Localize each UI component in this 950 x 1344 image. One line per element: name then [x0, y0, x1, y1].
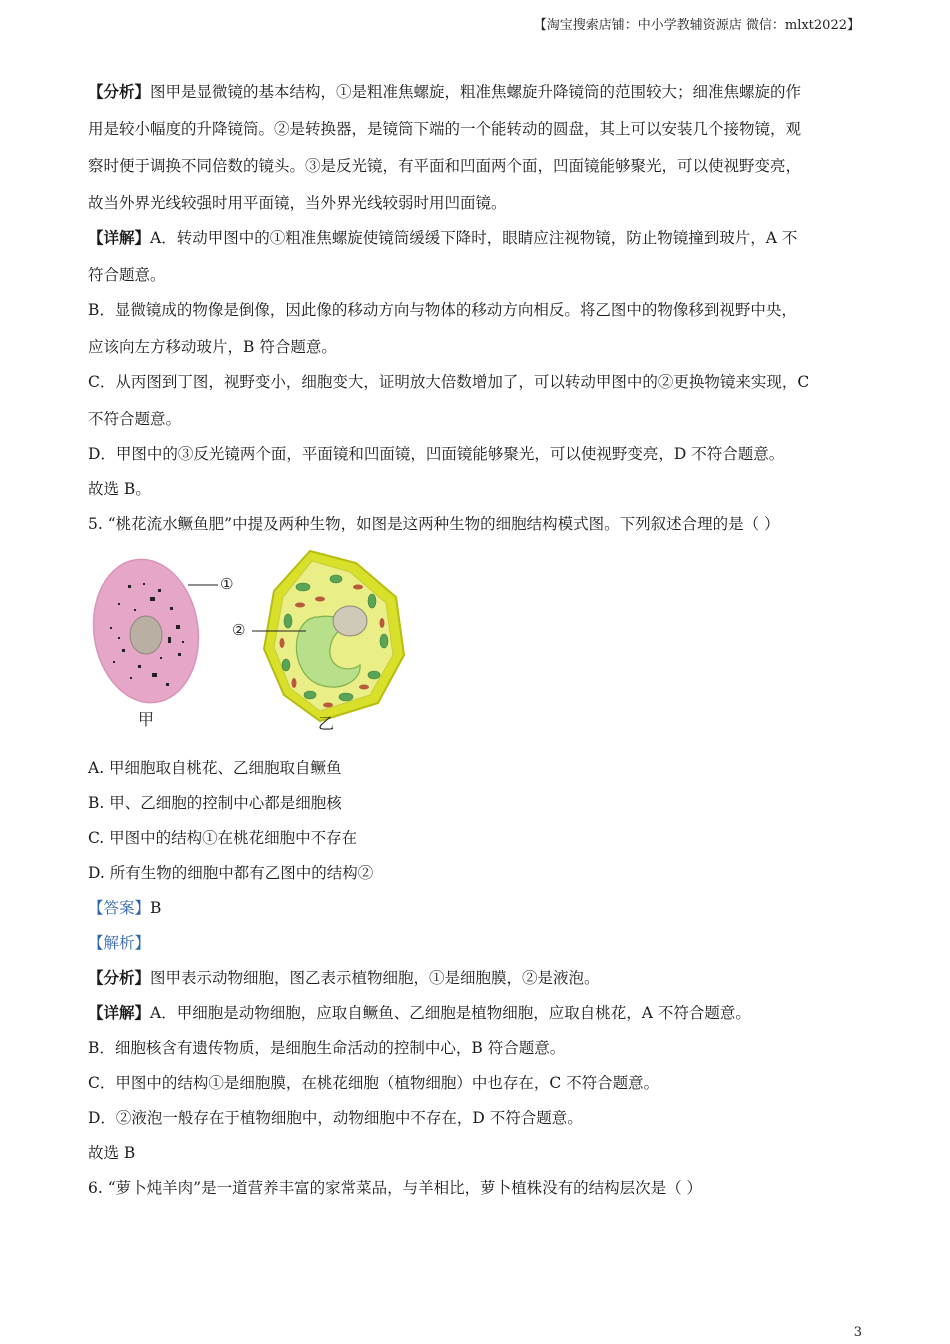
marker-1: ①	[220, 575, 234, 593]
q4-analysis-text-1: 图甲是显微镜的基本结构，①是粗准焦螺旋，粗准焦螺旋升降镜筒的范围较大；细准焦螺旋的作	[150, 83, 802, 101]
q5-analysis	[88, 968, 868, 988]
q4-detail-d: D．甲图中的③反光镜两个面，平面镜和凹面镜，凹面镜能够聚光，可以使视野变亮，D 不符合题意。	[88, 445, 785, 463]
q5-analysis-tag: 【分析】	[88, 968, 151, 987]
q4-detail-a-text: A．转动甲图中的①粗准焦螺旋使镜筒缓缓下降时，眼睛应注视物镜，防止物镜撞到玻片，A 不	[150, 229, 798, 247]
q5-answer-tag: 【答案】	[88, 899, 151, 917]
q5-conclusion: 故选 B	[88, 1144, 136, 1162]
q5-explain-tag: 【解析】	[88, 934, 151, 952]
q5-answer	[88, 898, 868, 918]
q4-detail-b-line-2: 应该向左方移动玻片，B 符合题意。	[88, 338, 337, 356]
q4-detail-tag: 【详解】	[88, 228, 151, 247]
q4-conclusion: 故选 B。	[88, 480, 151, 498]
animal-nucleus	[130, 616, 162, 654]
q5-detail-a-text: A．甲细胞是动物细胞，应取自鳜鱼、乙细胞是植物细胞，应取自桃花，A 不符合题意。	[150, 1004, 751, 1022]
q5-option-a: A. 甲细胞取自桃花、乙细胞取自鳜鱼	[88, 759, 342, 777]
q4-analysis-tag: 【分析】	[88, 82, 151, 101]
q4-detail-c-line-1: C．从丙图到丁图，视野变小，细胞变大，证明放大倍数增加了，可以转动甲图中的②更换物镜来实现，C	[88, 373, 810, 391]
animal-cell	[88, 552, 208, 709]
q5-detail-d: D．②液泡一般存在于植物细胞中，动物细胞中不存在，D 不符合题意。	[88, 1109, 583, 1127]
cell-structure-figure	[88, 545, 418, 735]
q6-question: 6. “萝卜炖羊肉”是一道营养丰富的家常菜品，与羊相比，萝卜植株没有的结构层次是（ ）	[88, 1179, 702, 1197]
q5-detail-tag: 【详解】	[88, 1003, 151, 1022]
q5-question: 5. “桃花流水鳜鱼肥”中提及两种生物，如图是这两种生物的细胞结构模式图。下列叙述合理的是（ ）	[88, 515, 780, 533]
marker-2: ②	[232, 621, 246, 639]
q5-answer-value: B	[150, 899, 162, 917]
q4-analysis-line-1	[88, 82, 868, 102]
page-header: 【淘宝搜索店铺：中小学教辅资源店 微信：mlxt2022】	[533, 18, 860, 33]
q5-option-d: D. 所有生物的细胞中都有乙图中的结构②	[88, 864, 374, 882]
q4-analysis-line-4: 故当外界光线较强时用平面镜，当外界光线较弱时用凹面镜。	[88, 194, 507, 212]
q5-detail-b: B．细胞核含有遗传物质，是细胞生命活动的控制中心，B 符合题意。	[88, 1039, 566, 1057]
q4-detail-a-line-2: 符合题意。	[88, 266, 166, 284]
q5-option-b: B. 甲、乙细胞的控制中心都是细胞核	[88, 794, 342, 812]
q5-option-c: C. 甲图中的结构①在桃花细胞中不存在	[88, 829, 358, 847]
q4-detail-b-line-1: B．显微镜成的物像是倒像，因此像的移动方向与物体的移动方向相反。将乙图中的物像移到视野中央，	[88, 301, 797, 319]
q4-detail-c-line-2: 不符合题意。	[88, 410, 182, 428]
q4-detail-a-line-1	[88, 228, 868, 248]
q4-analysis-line-2: 用是较小幅度的升降镜筒。②是转换器，是镜筒下端的一个能转动的圆盘，其上可以安装几个接物镜，观	[88, 120, 802, 138]
label-jia: 甲	[138, 710, 155, 729]
q5-detail-a	[88, 1003, 868, 1023]
q5-detail-c: C．甲图中的结构①是细胞膜，在桃花细胞（植物细胞）中也存在，C 不符合题意。	[88, 1074, 660, 1092]
plant-nucleus	[333, 606, 367, 636]
label-yi: 乙	[318, 714, 335, 733]
page-number: 3	[853, 1325, 862, 1340]
q4-analysis-line-3: 察时便于调换不同倍数的镜头。③是反光镜，有平面和凹面两个面，凹面镜能够聚光，可以使视野变亮，	[88, 157, 802, 175]
plant-cell	[264, 551, 404, 721]
q5-analysis-text: 图甲表示动物细胞，图乙表示植物细胞，①是细胞膜，②是液泡。	[150, 969, 600, 987]
